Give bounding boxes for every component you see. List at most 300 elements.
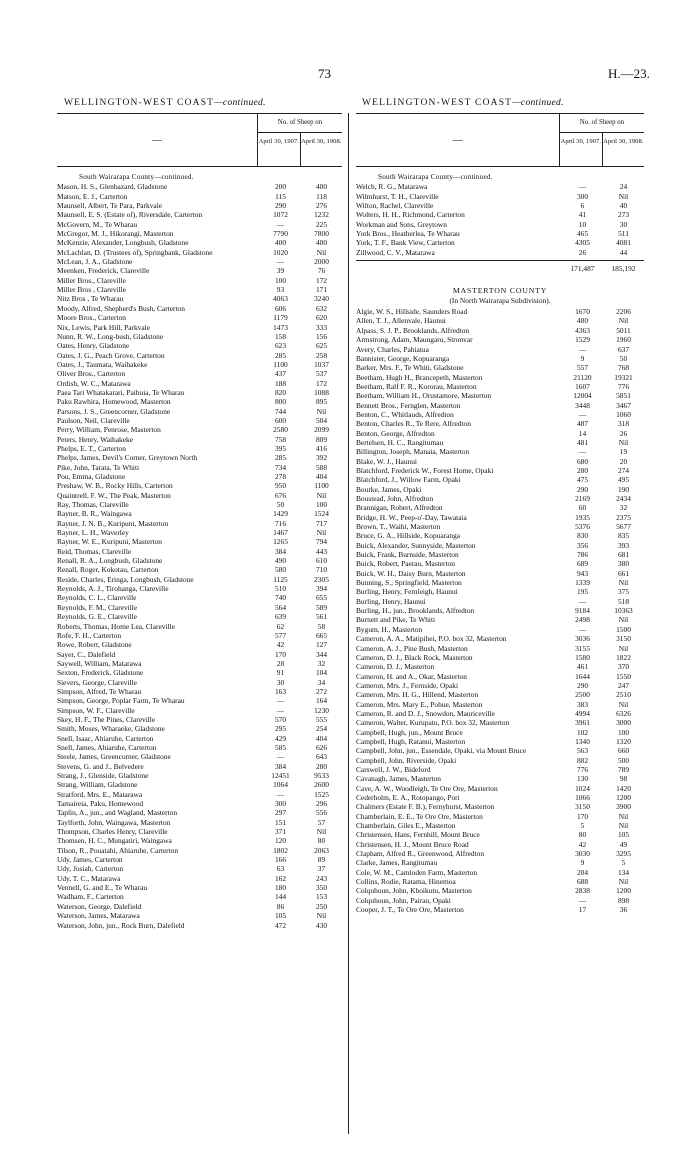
table-row — [356, 363, 644, 372]
sheep-1908: 443 — [315, 546, 328, 556]
sheep-1908: 655 — [315, 593, 328, 603]
sheep-1908: 561 — [315, 612, 328, 622]
table-row — [57, 892, 342, 901]
sheep-1908: 36 — [619, 905, 628, 915]
table-row — [356, 438, 644, 447]
sheep-1908: Nil — [618, 578, 629, 588]
left-title-continued: —continued. — [214, 98, 266, 108]
table-row — [57, 229, 342, 238]
owner-name: Wilton, Rachel, Clareville — [356, 201, 434, 211]
owner-name: Bruce, G. A., Hillside, Kopuaranga — [356, 531, 461, 541]
sheep-1908: 3295 — [616, 849, 631, 859]
sheep-1907: 12004 — [573, 391, 592, 401]
sheep-1908: Nil — [618, 643, 629, 653]
left-rows — [57, 173, 342, 930]
sheep-1908: 2206 — [616, 307, 631, 317]
table-row — [57, 528, 342, 537]
right-col-1907: April 30, 1907. — [560, 133, 603, 166]
sheep-1907: 564 — [274, 602, 287, 612]
table-row — [356, 559, 644, 568]
owner-name: Saywell, William, Matarawa — [57, 658, 142, 668]
sheep-1908: 1060 — [616, 409, 631, 419]
sheep-1908: 10363 — [614, 606, 633, 616]
table-row — [356, 821, 644, 830]
table-row — [57, 407, 342, 416]
sheep-1907: 42 — [578, 839, 587, 849]
table-row — [356, 849, 644, 858]
sheep-1907: 170 — [274, 649, 287, 659]
sheep-1907: 830 — [576, 531, 589, 541]
page-header — [0, 66, 700, 82]
sheep-1907: 490 — [274, 556, 287, 566]
sheep-1907: 943 — [576, 568, 589, 578]
owner-name: McLachlan, D. (Trustees of), Springbank, Gladstone — [57, 247, 213, 257]
table-row — [57, 238, 342, 247]
sheep-1907: 130 — [576, 774, 589, 784]
sheep-1907: 17 — [578, 905, 587, 915]
sheep-1908: 1037 — [314, 359, 329, 369]
sheep-1908: 1200 — [616, 793, 631, 802]
table-row — [57, 808, 342, 817]
sheep-1908: 1232 — [314, 210, 329, 220]
owner-name: Brown, T., Waihi, Masterton — [356, 522, 441, 532]
sheep-1908: 350 — [315, 883, 328, 893]
sheep-1908: 7800 — [314, 229, 329, 239]
table-row — [57, 603, 342, 612]
owner-name: Buick, Alexander, Sunnyside, Masterton — [356, 540, 476, 550]
table-row — [356, 541, 644, 550]
sheep-1908: 3240 — [314, 294, 329, 304]
table-row — [57, 351, 342, 360]
sheep-1907: 600 — [274, 415, 287, 425]
table-row — [356, 690, 644, 699]
sheep-1908: 57 — [317, 817, 326, 827]
table-row — [57, 724, 342, 733]
sheep-1908: 127 — [315, 640, 328, 650]
sheep-1908: 32 — [317, 658, 326, 668]
sheep-1908: 5011 — [616, 325, 631, 335]
table-row — [356, 550, 644, 559]
owner-name: Sayer, C., Dalefield — [57, 649, 116, 659]
table-row — [356, 354, 644, 363]
owner-name: Meenken, Frederick, Clareville — [57, 266, 150, 276]
owner-name: Oates, J. G., Peach Grove, Carterton — [57, 350, 165, 360]
table-row — [356, 513, 644, 522]
sheep-1907: 580 — [274, 565, 287, 575]
table-row — [57, 911, 342, 920]
table-row — [356, 896, 644, 905]
sheep-1908: 794 — [315, 537, 328, 547]
sheep-1908: 98 — [619, 774, 628, 784]
owner-name: Strang, William, Gladstone — [57, 780, 138, 790]
sheep-1907: 278 — [274, 472, 287, 481]
sheep-1907: 472 — [274, 920, 287, 930]
sheep-1908: 254 — [315, 724, 328, 734]
table-row — [356, 840, 644, 849]
sheep-1907: 295 — [274, 724, 287, 734]
sheep-1907: 100 — [274, 275, 287, 285]
table-row — [57, 631, 342, 640]
table-row — [356, 597, 644, 606]
table-row — [57, 472, 342, 481]
sheep-1907: 1265 — [273, 537, 288, 547]
sheep-1907: 2498 — [575, 615, 590, 625]
sheep-1907: 280 — [576, 465, 589, 475]
sheep-1908: 1822 — [616, 652, 631, 662]
owner-name: Ray, Thomas, Clareville — [57, 500, 129, 510]
table-row — [57, 304, 342, 313]
owner-name: Zillwood, C. V., Matarawa — [356, 247, 435, 257]
sheep-1907: 734 — [274, 462, 287, 472]
owner-name: Cameron, A. A., Matipihei, P.O. box 32, Masterton — [356, 634, 507, 644]
table-row — [356, 905, 644, 914]
sheep-1908: 272 — [315, 686, 328, 696]
sheep-1908: 2063 — [314, 845, 329, 855]
table-row — [356, 793, 644, 802]
sheep-1907: 297 — [274, 808, 287, 818]
sheep-1907: 5 — [580, 821, 585, 831]
owner-name: Renall, R. A., Longbush, Gladstone — [57, 556, 163, 566]
sheep-1908: 537 — [315, 369, 328, 379]
sheep-1907: 1429 — [273, 509, 288, 519]
sheep-1908: 637 — [617, 344, 630, 354]
owner-name: Moore Bros., Carterton — [57, 313, 126, 323]
table-row — [57, 182, 342, 191]
right-header-dash: — — [356, 114, 560, 166]
owner-name: Skey, H. F., The Pines, Clareville — [57, 714, 156, 724]
owner-name: Bennett Bros., Fernglen, Masterton — [356, 400, 461, 410]
sheep-1907: 39 — [276, 266, 285, 276]
sheep-1907: 481 — [576, 437, 589, 447]
sheep-1907: — — [578, 447, 587, 457]
sheep-1907: 285 — [274, 350, 287, 360]
table-row — [57, 650, 342, 659]
sheep-1907: 41 — [578, 210, 587, 220]
sheep-1908: 404 — [315, 733, 328, 743]
sheep-1907: 384 — [274, 546, 287, 556]
sheep-1908: 296 — [315, 799, 328, 809]
table-row — [356, 812, 644, 821]
owner-name: Taplin, A., jun., and Wagland, Masterton — [57, 808, 178, 818]
table-row — [356, 802, 644, 811]
sheep-1908: 19321 — [614, 372, 633, 382]
sheep-1908: 500 — [617, 755, 630, 765]
sheep-1907: 1644 — [575, 671, 590, 681]
owner-name: Reynolds, G. E., Clareville — [57, 612, 137, 622]
owner-name: Udy, James, Carterton — [57, 855, 123, 865]
owner-name: Workman and Sons, Greytown — [356, 219, 447, 229]
owner-name: Roberts, Thomas, Home Lea, Clareville — [57, 621, 175, 631]
owner-name: Reynolds, A. J., Tirohanga, Clareville — [57, 584, 169, 594]
sheep-1907: 7790 — [273, 229, 288, 239]
table-row — [356, 229, 644, 238]
sheep-1908: 243 — [315, 873, 328, 883]
sheep-1907: 1072 — [273, 210, 288, 220]
table-row — [57, 285, 342, 294]
sheep-1908: 1100 — [314, 481, 329, 491]
owner-name: Collins, Rodie, Ratama, Hinemoa — [356, 877, 456, 887]
sheep-1908: 100 — [315, 500, 328, 510]
sheep-1908: 2000 — [314, 257, 329, 267]
sheep-1907: — — [276, 789, 285, 799]
sheep-1907: 1066 — [575, 793, 590, 802]
sheep-1908: 588 — [315, 462, 328, 472]
owner-name: McGregor, M. J., Hikorangi, Masterton — [57, 229, 174, 239]
right-rows — [356, 173, 644, 914]
sheep-1907: 3155 — [575, 643, 590, 653]
owner-name: Oates, J., Taumata, Waihakeke — [57, 359, 148, 369]
table-row — [356, 681, 644, 690]
sheep-1907: 63 — [276, 864, 285, 874]
owner-name: Buick, W. H., Daisy Burn, Masterton — [356, 568, 466, 578]
table-row — [57, 668, 342, 677]
owner-name: McLean, J. A., Gladstone — [57, 257, 133, 267]
table-row — [57, 192, 342, 201]
sheep-1908: 393 — [617, 540, 630, 550]
sheep-1907: 3448 — [575, 400, 590, 410]
table-row — [57, 687, 342, 696]
sheep-1907: 290 — [576, 484, 589, 494]
owner-name: Rayner, B. R., Waingawa — [57, 509, 132, 519]
sheep-1908: 19 — [619, 447, 628, 457]
table-row — [356, 877, 644, 886]
table-row — [356, 382, 644, 391]
sheep-1907: 170 — [576, 811, 589, 821]
owner-name: Burling, Henry, Fernleigh, Haunui — [356, 587, 458, 597]
table-row — [356, 466, 644, 475]
owner-name: Beetham, Ralf F. R., Kororau, Masterton — [356, 381, 477, 391]
sheep-1908: 898 — [617, 895, 630, 905]
owner-name: Alpass, S. J. P., Brooklands, Alfredton — [356, 325, 470, 335]
owner-name: Tilson, R., Pouatahi, Ahiaruhe, Carterton — [57, 845, 179, 855]
owner-name: Cameron, Mrs. J., Fernside, Opaki — [356, 680, 459, 690]
sheep-1907: 758 — [274, 434, 287, 444]
owner-name: Pike, John, Tarata, Te Whiti — [57, 462, 140, 472]
table-row — [57, 360, 342, 369]
owner-name: McGovern, M., Te Wharau — [57, 219, 138, 229]
table-row — [57, 323, 342, 332]
sheep-1908: 3150 — [616, 634, 631, 644]
owner-name: Simpson, George, Poplar Farm, Te Wharau — [57, 696, 185, 706]
sheep-1908: 375 — [617, 587, 630, 597]
sheep-1907: 487 — [576, 419, 589, 429]
table-row — [57, 435, 342, 444]
sheep-1908: 394 — [315, 584, 328, 594]
sheep-1907: 200 — [274, 182, 287, 192]
sheep-1907: 2838 — [575, 886, 590, 896]
table-row — [57, 519, 342, 528]
sheep-1907: 290 — [274, 201, 287, 211]
sheep-1908: 5 — [621, 858, 626, 868]
owner-name: Colquhoun, John, Khoikutu, Masterton — [356, 886, 472, 896]
sheep-1907: 688 — [576, 877, 589, 887]
sheep-1908: 80 — [317, 836, 326, 846]
table-row — [356, 858, 644, 867]
owner-name: Reynolds, F. M., Clareville — [57, 602, 138, 612]
sheep-1907: 676 — [274, 490, 287, 500]
sheep-1908: 2375 — [616, 512, 631, 522]
sheep-1907: 1802 — [273, 845, 288, 855]
sheep-1908: 49 — [619, 839, 628, 849]
sheep-1908: 105 — [617, 830, 630, 840]
table-row — [356, 391, 644, 400]
owner-name: Campbell, John, jun., Essendale, Opaki, via Mount Bruce — [356, 746, 527, 756]
sheep-1907: 9 — [580, 858, 585, 868]
left-table-header — [57, 113, 342, 167]
sheep-1907: 42 — [276, 640, 285, 650]
table-row — [356, 522, 644, 531]
owner-name: Phelps, James, Devil's Corner, Greytown North — [57, 453, 198, 463]
sheep-1907: 1100 — [273, 359, 288, 369]
sheep-1908: 89 — [317, 855, 326, 865]
table-row — [57, 556, 342, 565]
sheep-1908: Nil — [316, 490, 327, 500]
table-row — [356, 373, 644, 382]
sheep-1908: Nil — [618, 316, 629, 326]
sheep-1908: 400 — [315, 182, 328, 192]
sheep-1908: 518 — [617, 596, 630, 606]
sheep-1907: 384 — [274, 761, 287, 771]
sheep-1907: 158 — [274, 331, 287, 341]
table-row — [57, 481, 342, 490]
sheep-1907: 716 — [274, 518, 287, 528]
sheep-1908: 610 — [315, 556, 328, 566]
owner-name: Cameron, A. J., Pine Bush, Masterton — [356, 643, 468, 653]
sheep-1908: 344 — [315, 649, 328, 659]
owner-name: Vennell, G. and E., Te Wharau — [57, 883, 148, 893]
sheep-1907: 62 — [276, 621, 285, 631]
table-row — [57, 921, 342, 930]
sheep-1908: 589 — [315, 602, 328, 612]
owner-name: Thomsen, H. C., Mungatiri, Waingawa — [57, 836, 172, 846]
table-row — [57, 715, 342, 724]
sheep-1908: 661 — [617, 568, 630, 578]
table-row — [356, 335, 644, 344]
table-row — [356, 248, 644, 257]
sheep-1907: 91 — [276, 668, 285, 678]
owner-name: Reside, Charles, Eringa, Longbush, Gladstone — [57, 574, 194, 584]
sheep-1908: 665 — [315, 630, 328, 640]
left-title-main: WELLINGTON-WEST COAST — [64, 98, 215, 108]
sheep-1908: 392 — [315, 453, 328, 463]
sheep-1908: 681 — [617, 550, 630, 560]
left-header-dash: — — [57, 114, 258, 166]
sheep-1908: 776 — [617, 381, 630, 391]
sheep-1907: — — [276, 752, 285, 762]
sheep-1907: 680 — [576, 456, 589, 466]
table-row — [356, 192, 644, 201]
sheep-1908: 172 — [315, 275, 328, 285]
table-row — [57, 696, 342, 705]
owner-name: Miller Bros., Clareville — [57, 275, 126, 285]
table-row — [57, 463, 342, 472]
sheep-1908: Nil — [316, 406, 327, 416]
page-number: 73 — [318, 66, 331, 81]
table-row — [356, 606, 644, 615]
sheep-1908: 156 — [315, 331, 328, 341]
owner-name: Blatchford, J., Willow Farm, Opaki — [356, 475, 461, 485]
table-row — [356, 765, 644, 774]
owner-name: Oates, Henry, Gladstone — [57, 341, 130, 351]
table-row — [356, 587, 644, 596]
table-row — [356, 503, 644, 512]
owner-name: Bygum, H., Masterton — [356, 624, 423, 634]
table-row — [57, 640, 342, 649]
sheep-1907: 465 — [576, 229, 589, 239]
table-row — [57, 874, 342, 883]
owner-name: Cameron, H. and A., Okar, Masterton — [356, 671, 467, 681]
sheep-1907: 429 — [274, 733, 287, 743]
owner-name: Nunn, R. W., Long-bush, Gladstone — [57, 331, 164, 341]
sheep-1908: 625 — [315, 341, 328, 351]
sheep-1908: 172 — [315, 378, 328, 388]
owner-name: Brannigan, Robert, Alfredton — [356, 503, 443, 513]
sheep-1907: 2580 — [273, 425, 288, 435]
sheep-1908: 2600 — [314, 780, 329, 790]
owner-name: Preshaw, W. B., Rocky Hills, Carterton — [57, 481, 173, 491]
right-rows-top — [356, 182, 644, 257]
sheep-1907: 740 — [274, 593, 287, 603]
owner-name: Simpson, Alfred, Te Wharau — [57, 686, 142, 696]
table-row — [57, 201, 342, 210]
owner-name: Thompson, Charles Henry, Clareville — [57, 827, 168, 837]
table-row — [57, 584, 342, 593]
owner-name: Waterson, John, jun., Rock Burn, Dalefield — [57, 920, 185, 930]
owner-name: Cameron, Mrs. H. G., Hillend, Masterton — [356, 690, 479, 700]
sheep-1907: 400 — [274, 238, 287, 248]
sheep-1908: 32 — [619, 503, 628, 513]
table-row — [57, 565, 342, 574]
sheep-1907: 786 — [576, 550, 589, 560]
sheep-1908: Nil — [316, 247, 327, 257]
county-subdivision: (In North Wairarapa Subdivision). — [449, 295, 551, 305]
sheep-1908: 626 — [315, 742, 328, 752]
sheep-1907: 1670 — [575, 307, 590, 317]
sheep-1907: 4363 — [575, 325, 590, 335]
owner-name: Cameron, R. and D. J., Snowdon, Mauriceville — [356, 708, 495, 718]
table-row — [57, 612, 342, 621]
sheep-1907: 144 — [274, 892, 287, 902]
sheep-1907: 510 — [274, 584, 287, 594]
sheep-1907: 300 — [274, 799, 287, 809]
owner-name: Armstrong, Adam, Maungaru, Stronvar — [356, 335, 473, 345]
owner-name: Avery, Charles, Pahiatua — [356, 344, 429, 354]
table-row — [356, 457, 644, 466]
owner-name: Moody, Alfred, Shepherd's Bush, Carterton — [57, 303, 185, 313]
owner-name: Burnett and Pike, Te Whiti — [356, 615, 436, 625]
sheep-1907: 28 — [276, 658, 285, 668]
table-row — [57, 780, 342, 789]
owner-name: Benton, C., Whitlauds, Alfredton — [356, 409, 454, 419]
owner-name: Stevens, G. and J., Belvedere — [57, 761, 144, 771]
sheep-1908: 416 — [315, 443, 328, 453]
table-row — [356, 569, 644, 578]
sheep-1907: 1020 — [273, 247, 288, 257]
table-row — [356, 644, 644, 653]
owner-name: Wadham, F., Carterton — [57, 892, 124, 902]
sheep-1908: 1200 — [616, 886, 631, 896]
sheep-1907: 4305 — [575, 238, 590, 248]
sheep-1908: 2434 — [616, 494, 631, 503]
sheep-1907: 2500 — [575, 690, 590, 700]
sheep-1907: 1179 — [273, 313, 288, 323]
sheep-1907: 800 — [274, 397, 287, 407]
sheep-1907: 950 — [274, 481, 287, 491]
sheep-1908: 104 — [315, 668, 328, 678]
owner-name: Paulson, Neil, Clareville — [57, 415, 130, 425]
right-rows-county — [356, 307, 644, 914]
owner-name: Snell, Isaac, Ahiaruhe, Carterton — [57, 733, 154, 743]
